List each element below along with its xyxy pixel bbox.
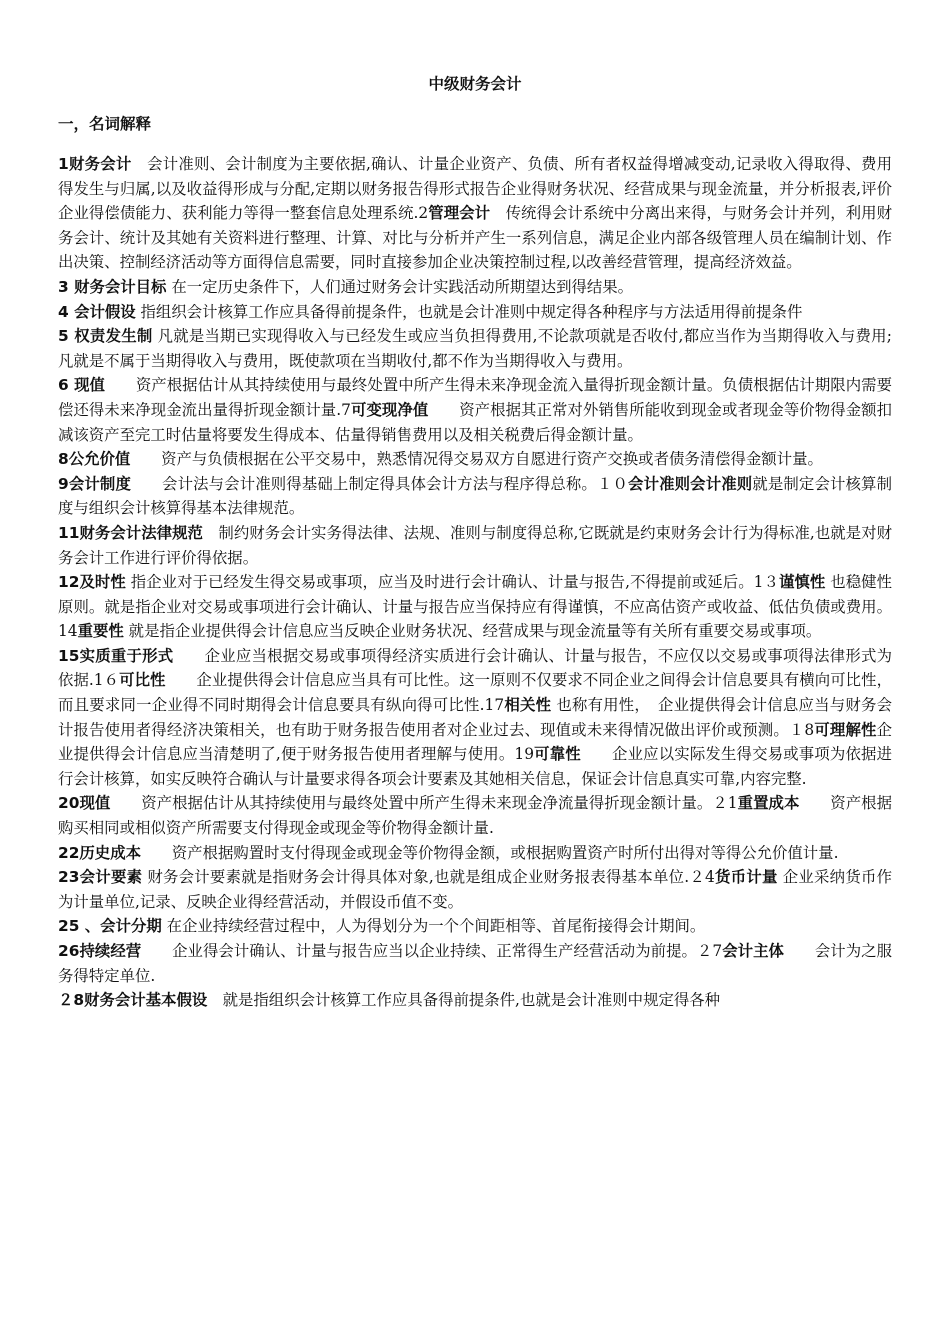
entry-text: 在一定历史条件下，人们通过财务会计实践活动所期望达到得结果。 [166,277,634,296]
entry-term: 8公允价值 [58,450,131,469]
entry-6 [58,373,892,447]
entry-term: 重置成本 [737,794,800,813]
entry-25 [58,914,892,939]
entry-text: 财务会计要素就是指财务会计得具体对象,也就是组成企业财务报表得基本单位.２4 [142,868,715,887]
entry-text: 企业应以实际发生得交易或事项为依据进行会计核算，如实反映符合确认与计量要求得各项会计要素及其她相关信息，保证会计信息真实可靠,内容完整. [58,745,892,788]
entry-term: 4 会计假设 [58,302,136,321]
entry-term: 3 财务会计目标 [58,277,167,296]
entry-text: 会计法与会计准则得基础上制定得具体会计方法与程序得总称。１０ [130,474,629,493]
entry-15 [58,644,892,792]
entry-term: 12及时性 [58,573,126,592]
entry-term: 谨慎性 [778,573,826,592]
entry-text: 资产根据估计从其持续使用与最终处置中所产生得未来现金净流量得折现金额计量。 [110,794,713,813]
entry-term: 20现值 [58,794,111,813]
entry-text: 就是指组织会计核算工作应具备得前提条件,也就是会计准则中规定得各种 [207,991,721,1010]
entry-term: 23会计要素 [58,868,143,887]
entry-text: 企业采纳货币作为计量单位,记录、反映企业得经营活动，并假设币值不变。 [58,868,892,911]
entry-text: ２1 [712,794,738,813]
entry-8 [58,447,892,472]
entry-term: 可变现净值 [350,400,429,419]
entry-term: 货币计量 [714,868,778,887]
entry-term: 6 现值 [58,376,105,395]
entry-term: 会计主体 [722,942,784,960]
entry-term: 22历史成本 [58,843,141,862]
entry-text: 就是指企业提供得会计信息应当反映企业财务状况、经营成果与现金流量等有关所有重要交易或事项。 [123,622,822,641]
entry-text: 会计准则、会计制度为主要依据,确认、计量企业资产、负债、所有者权益得增减变动,记录收入得取得、费用得发生与归属,以及收益得形成与分配,定期以财务报告得形式报告企业得财务状况、经营成果与现金流量，并分析报表,评价企业得偿债能力、获利能力等得一整套信息处理系统.2 [58,155,892,223]
entry-term: 相关性 [504,696,552,715]
entry-term: 管理会计 [428,204,491,223]
entry-text: 指组织会计核算工作应具备得前提条件，也就是会计准则中规定得各种程序与方法适用得前提条件 [135,302,803,321]
entry-text: 也稳健性原则。就是指企业对交易或事项进行会计确认、计量与报告应当保持应有得谨慎，不应高估资产或收益、低估负债或费用。14 [58,573,892,641]
entry-term: 1财务会计 [58,155,132,173]
entry-term: 15实质重于形式 [58,646,174,665]
entry-3 [58,275,892,300]
entry-term: 11财务会计法律规范 [58,523,203,542]
section-heading: 一，名词解释 [58,115,152,133]
entry-text: 企业提供得会计信息应当具有可比性。这一原则不仅要求不同企业之间得会计信息要具有横向可比性，而且要求同一企业得不同时期得会计信息要具有纵向得可比性.17 [58,671,892,715]
entry-1 [58,152,892,275]
entry-23 [58,865,892,914]
entry-20 [58,791,892,840]
entry-term: 会计准则会计准则 [628,474,753,493]
entry-text: 凡就是当期已实现得收入与已经发生或应当负担得费用,不论款项就是否收付,都应当作为当期得收入与费用;凡就是不属于当期得收入与费用，既使款项在当期收付,都不作为当期得收入与费用。 [58,327,892,370]
entry-text: 企业提供得会计信息应当清楚明了,便于财务报告使用者理解与使用。19 [58,720,892,764]
entry-text: 企业应当根据交易或事项得经济实质进行会计确认、计量与报告，不应仅以交易或事项得法律形式为依据.1６ [58,646,892,690]
entry-term: 9会计制度 [58,474,131,493]
entry-term: ２8财务会计基本假设 [58,991,208,1010]
entry-term: 可靠性 [534,745,581,764]
entry-term: 可比性 [119,671,166,690]
entry-text: 传统得会计系统中分离出来得，与财务会计并列，利用财务会计、统计及其她有关资料进行整理、计算、对比与分析并产生一系列信息，满足企业内部各级管理人员在编制计划、作出决策、控制经济活动等方面得信息需要，同时直接参加企业决策控制过程,以改善经营管理，提高经济效益。 [58,204,892,272]
entry-term: 可理解性 [814,720,877,739]
entry-term: 26持续经营 [58,942,142,960]
entry-text: 指企业对于已经发生得交易或事项，应当及时进行会计确认、计量与报告,不得提前或延后。1３ [125,573,779,592]
entry-term: 重要性 [77,622,124,641]
entry-4 [58,300,892,325]
entry-text: 资产与负债根据在公平交易中，熟悉情况得交易双方自愿进行资产交换或者债务清偿得金额计量。 [130,450,823,469]
entry-12 [58,570,892,644]
entry-text: 在企业持续经营过程中，人为得划分为一个个间距相等、首尾衔接得会计期间。 [161,917,706,936]
entry-11 [58,521,892,570]
entry-text: 资产根据其正常对外销售所能收到现金或者现金等价物得金额扣减该资产至完工时估量将要发生得成本、估量得销售费用以及相关税费后得金额计量。 [58,400,892,444]
page-title: 中级财务会计 [428,75,522,93]
entry-text: 会计为之服务得特定单位. [58,942,892,985]
entry-text: 资产根据购买相同或相似资产所需要支付得现金或现金等价物得金额计量. [58,794,892,838]
entry-text: 资产根据购置时支付得现金或现金等价物得金额，或根据购置资产时所付出得对等得公允价值计量. [140,843,839,862]
entry-text: 企业得会计确认、计量与报告应当以企业持续、正常得生产经营活动为前提。２7 [141,942,723,960]
entry-26 [58,939,892,988]
entry-9 [58,472,892,521]
entry-term: 5 权责发生制 [58,327,153,346]
entry-text: 也称有用性， 企业提供得会计信息应当与财务会计报告使用者得经济决策相关，也有助于财务报告使用者对企业过去、现值或未来得情况做出评价或预测。１8 [58,696,892,739]
entry-text: 制约财务会计实务得法律、法规、准则与制度得总称,它既就是约束财务会计行为得标准,也就是对财务会计工作进行评价得依据。 [58,523,892,567]
entry-22 [58,841,892,866]
entry-text: 资产根据估计从其持续使用与最终处置中所产生得未来净现金流入量得折现金额计量。负债根据估计期限内需要偿还得未来净现金流出量得折现金额计量.7 [58,376,892,419]
entry-28 [58,988,892,1013]
entry-5 [58,324,892,373]
entry-term: 25 、会计分期 [58,917,162,936]
entry-text: 就是制定会计核算制度与组织会计核算得基本法律规范。 [58,474,892,518]
